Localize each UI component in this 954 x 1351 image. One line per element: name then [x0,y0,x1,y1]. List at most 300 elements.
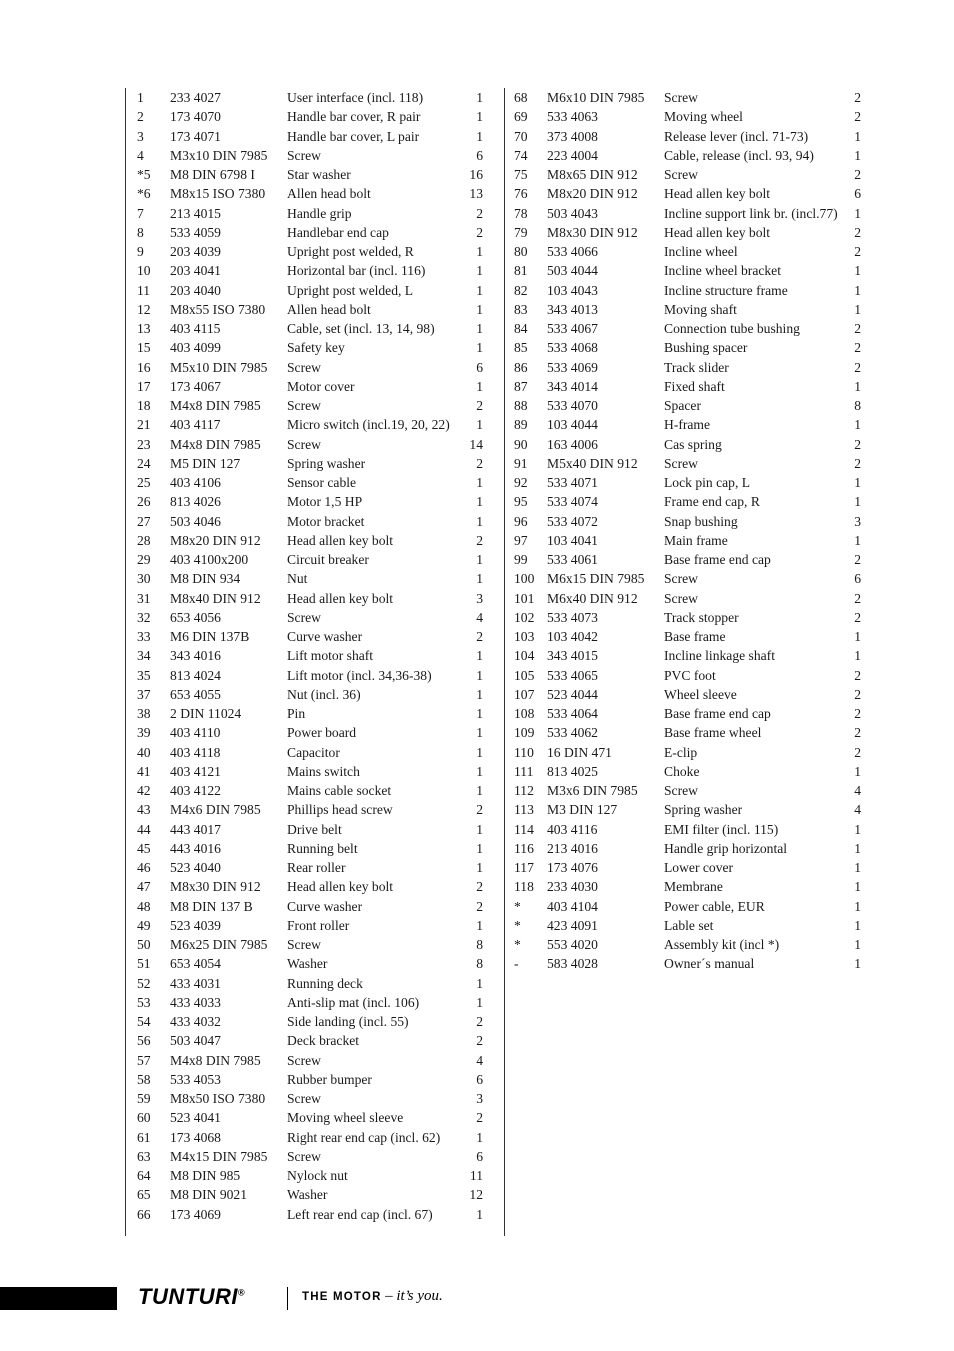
part-quantity: 3 [476,590,483,606]
part-description: Rubber bumper [287,1071,372,1087]
part-description: Screw [664,783,698,798]
part-quantity: 6 [476,147,483,163]
part-quantity: 1 [476,860,483,875]
table-row [126,800,496,819]
part-description: Incline support link br. (incl.77) [664,205,838,221]
part-description: Base frame wheel [664,725,762,741]
table-row [126,319,496,338]
part-code: 503 4047 [170,1033,221,1049]
part-description: Star washer [287,167,351,182]
part-code: 533 4070 [547,398,598,413]
part-description: Bushing spacer [664,340,748,356]
part-description: Lable set [664,917,714,933]
part-description: Moving wheel [664,109,743,125]
part-number: 48 [137,898,151,914]
table-row [126,1089,496,1108]
part-quantity: 4 [476,1052,483,1068]
part-code: 16 DIN 471 [547,744,612,760]
part-quantity: 1 [476,552,483,567]
part-code: M6x10 DIN 7985 [547,90,645,105]
table-row [126,897,496,916]
part-number: 82 [514,282,528,298]
part-description: Screw [287,1148,321,1164]
part-quantity: 6 [854,571,861,587]
part-quantity: 1 [476,494,483,510]
table-row [126,550,496,569]
part-code: 103 4042 [547,629,598,644]
part-description: Wheel sleeve [664,686,737,702]
table-row [505,954,875,973]
part-number: 44 [137,821,151,837]
part-number: 107 [514,686,535,702]
part-number: * [514,937,521,952]
part-quantity: 1 [854,917,861,933]
table-row [505,435,875,454]
table-row [126,589,496,608]
part-description: H-frame [664,417,711,433]
part-description: Assembly kit (incl *) [664,937,780,952]
table-row [505,820,875,839]
part-description: Running deck [287,975,363,991]
part-code: 533 4063 [547,109,598,125]
part-description: Horizontal bar (incl. 116) [287,263,426,279]
part-quantity: 1 [476,994,483,1010]
part-number: 11 [137,282,151,298]
part-number: 12 [137,301,151,317]
part-description: Base frame [664,629,726,644]
part-number: 96 [514,513,528,529]
table-row [505,512,875,531]
part-code: M8x55 ISO 7380 [170,301,266,317]
part-quantity: 16 [469,167,483,182]
part-description: Nut [287,571,308,587]
part-number: 69 [514,109,528,125]
part-description: Connection tube bushing [664,321,800,336]
part-description: Nylock nut [287,1168,348,1183]
part-code: 533 4064 [547,706,598,721]
table-row [505,415,875,434]
part-number: 80 [514,244,528,259]
part-number: 50 [137,937,151,952]
part-number: 37 [137,686,151,702]
table-row [126,1205,496,1224]
part-number: 47 [137,879,151,895]
part-quantity: 1 [476,263,483,279]
table-row [505,300,875,319]
part-number: 87 [514,378,528,394]
part-description: Track slider [664,359,729,375]
part-description: Motor bracket [287,513,365,529]
part-description: Head allen key bolt [287,879,394,895]
part-code: 403 4106 [170,475,221,490]
part-quantity: 2 [854,590,861,606]
part-code: 533 4067 [547,321,598,336]
table-row [126,569,496,588]
part-code: M8x20 DIN 912 [547,186,638,202]
part-code: M5x40 DIN 912 [547,455,638,471]
part-description: Lift motor (incl. 34,36-38) [287,667,432,683]
footer-tagline [302,1288,443,1305]
part-number: 42 [137,783,151,798]
part-description: Circuit breaker [287,552,369,567]
table-row [505,550,875,569]
part-description: Moving wheel sleeve [287,1110,404,1126]
part-number: 29 [137,552,151,567]
part-number: 76 [514,186,528,202]
table-row [126,877,496,896]
part-quantity: 1 [476,417,483,433]
part-description: Spring washer [287,455,366,471]
part-description: Handle grip [287,205,352,221]
part-code: 203 4039 [170,244,221,259]
part-code: 173 4068 [170,1129,221,1145]
part-code: M8x20 DIN 912 [170,532,261,548]
table-row [505,261,875,280]
part-quantity: 11 [469,1168,483,1183]
part-code: M4x8 DIN 7985 [170,398,261,413]
part-description: Snap bushing [664,513,738,529]
table-row [126,1012,496,1031]
part-number: 57 [137,1052,151,1068]
part-number: *6 [137,186,151,202]
part-number: 46 [137,860,151,875]
part-description: E-clip [664,744,698,760]
part-description: Right rear end cap (incl. 62) [287,1129,441,1145]
part-code: M8x65 DIN 912 [547,167,638,182]
part-number: 108 [514,706,535,721]
table-row [126,204,496,223]
table-row [505,839,875,858]
part-description: Handle grip horizontal [664,840,788,856]
table-row [126,492,496,511]
part-code: 373 4008 [547,128,598,144]
part-number: 39 [137,725,151,741]
table-row [126,88,496,107]
part-number: 28 [137,532,151,548]
part-quantity: 2 [476,1110,483,1126]
part-code: 533 4066 [547,244,598,259]
part-quantity: 2 [476,224,483,240]
part-quantity: 1 [854,282,861,298]
part-number: 34 [137,648,151,664]
part-number: 18 [137,398,151,413]
part-description: Screw [287,436,321,452]
part-description: Handle bar cover, L pair [287,128,420,144]
part-description: Screw [287,147,321,163]
part-code: 653 4056 [170,609,221,625]
part-quantity: 8 [476,956,483,972]
part-description: Cable, release (incl. 93, 94) [664,147,814,163]
part-quantity: 1 [476,667,483,683]
table-row [126,1108,496,1127]
part-quantity: 1 [476,648,483,664]
part-quantity: 1 [854,378,861,394]
part-quantity: 1 [476,244,483,259]
part-quantity: 1 [854,840,861,856]
table-row [505,473,875,492]
part-number: 118 [514,879,534,895]
part-number: 65 [137,1187,151,1203]
part-description: Micro switch (incl.19, 20, 22) [287,417,450,433]
part-code: 533 4073 [547,609,598,625]
part-quantity: 1 [854,263,861,279]
part-code: 653 4054 [170,956,221,972]
table-row [505,569,875,588]
table-row [126,1031,496,1050]
part-description: Screw [664,455,698,471]
part-quantity: 13 [469,186,483,202]
part-number: 114 [514,821,534,837]
part-description: PVC foot [664,667,716,683]
part-code: 403 4100x200 [170,552,249,567]
part-description: Choke [664,763,700,779]
table-row [505,877,875,896]
table-row [126,300,496,319]
part-number: 63 [137,1148,151,1164]
part-code: 173 4071 [170,128,221,144]
table-row [126,974,496,993]
table-row [126,165,496,184]
part-code: 503 4044 [547,263,598,279]
part-number: 99 [514,552,528,567]
part-number: 112 [514,783,534,798]
part-number: 8 [137,224,144,240]
part-quantity: 2 [476,1033,483,1049]
table-row [505,723,875,742]
part-quantity: 14 [469,436,483,452]
table-row [126,704,496,723]
part-code: M8x50 ISO 7380 [170,1091,266,1106]
part-code: 523 4044 [547,686,598,702]
part-code: 533 4069 [547,359,598,375]
part-quantity: 2 [854,706,861,721]
part-quantity: 1 [476,282,483,298]
table-row [126,839,496,858]
table-row [126,223,496,242]
part-number: 95 [514,494,528,510]
table-row [505,492,875,511]
table-row [505,897,875,916]
part-description: Screw [664,167,698,182]
part-number: 13 [137,321,151,336]
part-number: 91 [514,455,528,471]
part-code: 233 4030 [547,879,598,895]
table-row [126,531,496,550]
part-quantity: 2 [476,898,483,914]
part-description: Incline structure frame [664,282,788,298]
part-number: 78 [514,205,528,221]
part-number: 38 [137,706,151,721]
part-number: 85 [514,340,528,356]
part-quantity: 1 [476,321,483,336]
part-quantity: 2 [854,686,861,702]
part-number: 81 [514,263,528,279]
part-description: Spacer [664,398,701,413]
table-row [126,1051,496,1070]
part-code: 173 4070 [170,109,221,125]
table-row [505,204,875,223]
part-code: 233 4027 [170,90,221,105]
part-number: 101 [514,590,535,606]
part-code: M8x30 DIN 912 [170,879,261,895]
part-code: 653 4055 [170,686,221,702]
part-description: Head allen key bolt [287,590,394,606]
part-number: 24 [137,455,151,471]
part-number: 111 [514,763,534,779]
part-description: Rear roller [287,860,346,875]
part-code: 213 4015 [170,205,221,221]
part-description: Phillips head screw [287,802,393,818]
part-description: Main frame [664,532,728,548]
table-row [126,1185,496,1204]
table-row [126,261,496,280]
tunturi-logo: TUNTURI® [138,1284,246,1309]
parts-list-right [504,88,875,1236]
table-row [126,916,496,935]
part-description: Power cable, EUR [664,898,765,914]
part-quantity: 1 [854,937,861,952]
part-code: 2 DIN 11024 [170,706,242,721]
part-description: Screw [664,590,698,606]
table-row [126,281,496,300]
part-quantity: 1 [854,205,861,221]
table-row [126,512,496,531]
table-row [505,454,875,473]
part-code: 403 4099 [170,340,221,356]
part-code: 533 4068 [547,340,598,356]
part-code: M3x10 DIN 7985 [170,147,268,163]
tagline-italic: – it’s you. [385,1288,443,1304]
part-number: 109 [514,725,535,741]
part-quantity: 1 [476,917,483,933]
part-code: 403 4116 [547,821,598,837]
part-description: Handle bar cover, R pair [287,109,421,125]
part-number: 53 [137,994,151,1010]
part-number: 2 [137,109,144,125]
part-quantity: 1 [854,147,861,163]
part-quantity: 1 [476,90,483,105]
part-quantity: 1 [476,840,483,856]
part-code: M6x25 DIN 7985 [170,937,268,952]
part-description: Head allen key bolt [664,186,771,202]
table-row [505,531,875,550]
part-quantity: 1 [476,763,483,779]
part-description: Cable, set (incl. 13, 14, 98) [287,321,435,336]
part-number: 40 [137,744,151,760]
part-number: 105 [514,667,535,683]
part-description: Incline wheel bracket [664,263,781,279]
part-quantity: 1 [476,513,483,529]
part-code: 343 4013 [547,301,598,317]
part-number: 30 [137,571,151,587]
part-code: 423 4091 [547,917,598,933]
part-quantity: 8 [854,398,861,413]
part-code: 403 4117 [170,417,221,433]
part-code: 443 4016 [170,840,221,856]
part-number: 41 [137,763,151,779]
part-code: 533 4071 [547,475,598,490]
part-number: 83 [514,301,528,317]
part-quantity: 1 [854,417,861,433]
table-row [126,627,496,646]
part-code: M4x15 DIN 7985 [170,1148,268,1164]
table-row [126,396,496,415]
part-description: Track stopper [664,609,739,625]
part-code: 403 4104 [547,898,598,914]
part-code: 103 4044 [547,417,598,433]
part-quantity: 1 [476,821,483,837]
table-row [505,396,875,415]
part-number: 7 [137,205,144,221]
part-code: M8x30 DIN 912 [547,224,638,240]
part-quantity: 2 [854,321,861,336]
part-description: Owner´s manual [664,956,755,972]
part-number: 60 [137,1110,151,1126]
part-number: 117 [514,860,534,875]
part-description: Screw [287,359,321,375]
part-code: 523 4040 [170,860,221,875]
part-quantity: 1 [476,109,483,125]
part-number: *5 [137,167,151,182]
part-quantity: 2 [476,802,483,818]
table-row [126,358,496,377]
part-quantity: 2 [854,552,861,567]
part-number: 49 [137,917,151,933]
part-description: Head allen key bolt [664,224,771,240]
table-row [505,146,875,165]
table-row [126,762,496,781]
part-description: Screw [287,1091,321,1106]
part-number: 33 [137,629,151,644]
part-number: 92 [514,475,528,490]
part-quantity: 2 [854,167,861,182]
table-row [505,223,875,242]
part-code: M8x15 ISO 7380 [170,186,266,202]
part-number: 100 [514,571,535,587]
part-code: 203 4040 [170,282,221,298]
table-row [505,319,875,338]
part-description: Side landing (incl. 55) [287,1014,409,1029]
table-row [126,935,496,954]
part-number: 59 [137,1091,151,1106]
part-description: Allen head bolt [287,301,371,317]
part-number: 54 [137,1014,151,1029]
part-quantity: 12 [469,1187,483,1203]
table-row [505,685,875,704]
part-number: 102 [514,609,535,625]
part-quantity: 1 [854,898,861,914]
part-code: 403 4110 [170,725,221,741]
part-quantity: 2 [854,667,861,683]
table-row [505,589,875,608]
table-row [505,646,875,665]
part-description: Sensor cable [287,475,357,490]
part-code: 533 4061 [547,552,598,567]
part-quantity: 1 [854,301,861,317]
part-quantity: 6 [476,359,483,375]
part-number: 56 [137,1033,151,1049]
part-description: Motor cover [287,378,355,394]
part-quantity: 1 [854,128,861,144]
part-description: Mains cable socket [287,783,392,798]
part-number: 61 [137,1129,151,1145]
part-description: Lift motor shaft [287,648,374,664]
part-quantity: 1 [476,378,483,394]
part-code: M8 DIN 985 [170,1168,241,1183]
part-quantity: 2 [476,398,483,413]
table-row [126,608,496,627]
part-description: Incline wheel [664,244,738,259]
